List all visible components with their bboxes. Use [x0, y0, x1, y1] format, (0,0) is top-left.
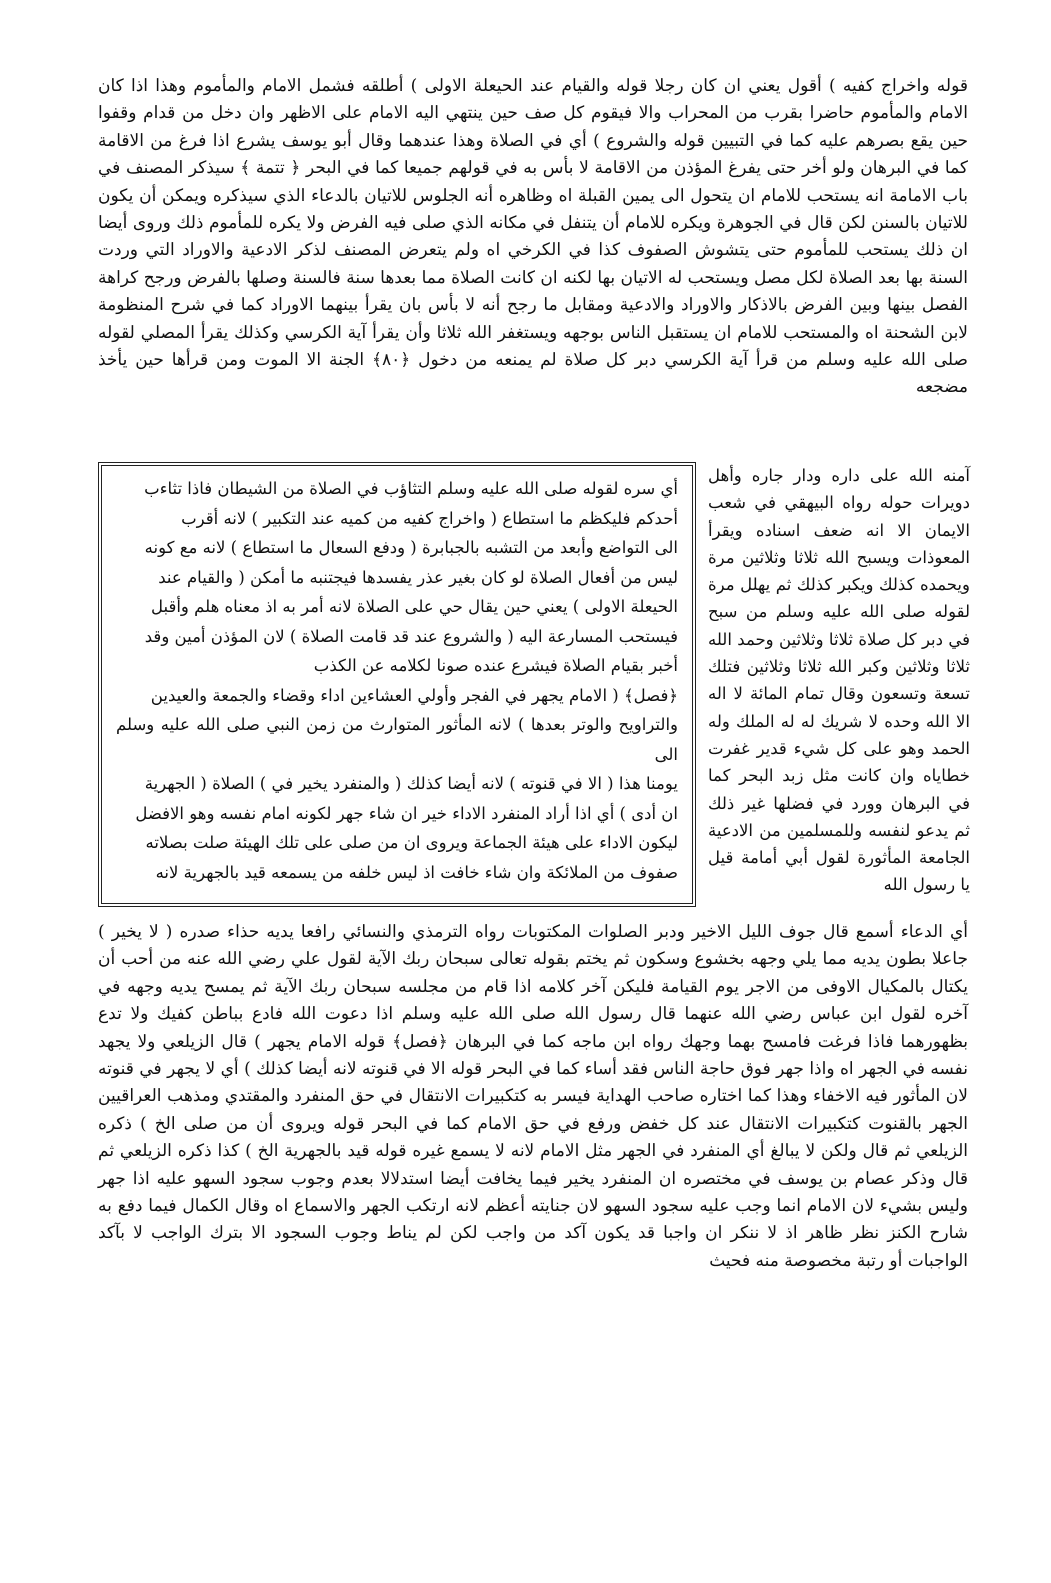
middle-section: [98, 462, 968, 910]
bottom-commentary: [98, 919, 968, 1275]
bottom-commentary-text: أي الدعاء أسمع قال جوف الليل الاخير ودبر الصلوات المكتوبات رواه الترمذي والنسائي رافعا يديه حذاء صدره ( لا يخير ) جاعلا بطون يديه مما يلي وجهه بخشوع وسكون ثم يختم بقوله تعالى سبحان ربك الآية لقول علي رضي الله عنه من أحب أن يكتال بالمكيال الاوفى من الاجر يوم القيامة فليكن آخر كلامه اذا قام من مجلسه سبحان ربك الآية ثم يمسح يديه وجهه في آخره لقول ابن عباس رضي الله عنهما قال رسول الله صلى الله عليه وسلم اذا دعوت الله فادع بباطن كفيك ولا تدع بظهورهما فاذا فرغت فامسح بهما وجهك رواه ابن ماجه كما في البرهان ﴿فصل﴾ قوله الامام يجهر ) قال الزيلعي ولا يجهد نفسه في الجهر اه واذا جهر فوق حاجة الناس فقد أساء كما في البحر قوله الا في قنوته لانه أيضا كذلك ) أي لا يجهر في قنوته لان المأثور فيه الاخفاء وهذا كما اختاره صاحب الهداية فيسر به كتكبيرات الانتقال في حق المنفرد والمقتدي ومذهب العراقيين الجهر بالقنوت كتكبيرات الانتقال عند كل خفض ورفع في حق الامام كما في البحر قوله ويروى أن من صلى الخ ) ذكره الزيلعي ثم قال ولكن لا يبالغ أي المنفرد في الجهر مثل الامام لانه لا يسمع غيره قوله قيد بالجهرية الخ ) كذا ذكره الزيلعي ثم قال وذكر عصام بن يوسف في مختصره ان المنفرد يخير فيما يخافت أيضا استدلالا بعدم وجوب سجود السهو عليه اذا جهر وليس بشيء لان الامام انما وجب عليه سجود السهو لان جنايته أعظم لانه ارتكب الجهر والاسماع اه وقال الكمال فيما دفع به شارح الكنز نظر ظاهر اذ لا ننكر ان واجبا قد يكون آكد من واجب لكن لم يناط وجوب السجود الا بترك الواجب لا بآكد الواجبات أو رتبة مخصوصة منه فحيث: [98, 922, 968, 1271]
box-line: ليس من أفعال الصلاة لو كان بغير عذر يفسدها فيجتنبه ما أمكن ( والقيام عند: [158, 567, 678, 587]
box-line: فيستحب المسارعة اليه ( والشروع عند قد قامت الصلاة ) لان المؤذن أمين وقد: [144, 626, 678, 646]
box-line: الى التواضع وأبعد من التشبه بالجبابرة ( ودفع السعال ما استطاع ) لانه مع كونه: [144, 538, 678, 557]
box-line: أحدكم فليكظم ما استطاع ( واخراج كفيه من كميه عند التكبير ) لانه أقرب: [181, 508, 678, 528]
main-text-box: [98, 462, 696, 907]
margin-commentary: [708, 462, 970, 910]
top-commentary-text: قوله واخراج كفيه ) أقول يعني ان كان رجلا قوله والقيام عند الحيعلة الاولى ) أطلقه فشمل الامام والمأموم وهذا اذا كان الامام والمأموم حاضرا بقرب من المحراب والا فيقوم كل صف حين ينتهي اليه الامام على الاظهر وان دخل من قدام وقفوا حين يقع بصرهم عليه كما في التبيين قوله والشروع ) أي في الصلاة وهذا عندهما وقال أبو يوسف يشرع اذا فرغ من الاقامة كما في البرهان ولو أخر حتى يفرغ المؤذن من الاقامة لا بأس به في قولهم جميعا كما في البحر ﴿ تتمة ﴾ سيذكر المصنف في باب الامامة انه يستحب للامام ان يتحول الى يمين القبلة اه وظاهره أنه الجلوس للاتيان بالدعاء الذي سيذكره ويمكن أن يكون للاتيان بالسنن لكن قال في الجوهرة ويكره للامام أن يتنفل في مكانه الذي صلى فيه الفرض ولا يكره للمأموم ذلك وروى أيضا ان ذلك يستحب للمأموم حتى يتشوش الصفوف كذا في الكرخي اه ولم يتعرض المصنف لذكر الادعية والاوراد التي وردت السنة بها بعد الصلاة لكل مصل ويستحب له الاتيان بها لكنه ان كانت الصلاة مما بعدها سنة فالسنة وصلها بالفرض ورجح كراهة الفصل بينها وبين الفرض بالاذكار والاوراد والادعية ومقابل ما رجح أنه لا بأس بان يقرأ بينهما الاوراد كما في شرح المنظومة لابن الشحنة اه والمستحب للامام ان يستقبل الناس بوجهه ويستغفر الله ثلاثا وأن يقرأ آية الكرسي وكذلك يقرأ المصلي لقوله صلى الله عليه وسلم من قرأ آية الكرسي دبر كل صلاة لم يمنعه من دخول ﴿٨٠﴾ الجنة الا الموت ومن قرأها حين يأخذ مضجعه: [98, 76, 968, 398]
box-line: أي سره لقوله صلى الله عليه وسلم التثاؤب في الصلاة من الشيطان فاذا تثاءب: [144, 479, 678, 498]
box-line: يومنا هذا ( الا في قنوته ) لانه أيضا كذلك ( والمنفرد يخير في ) الصلاة ( الجهرية: [144, 774, 678, 793]
top-commentary: [98, 73, 968, 402]
box-line: صفوف من الملائكة وان شاء خافت اذ ليس خلفه من يسمعه قيد بالجهرية لانه: [155, 862, 678, 882]
box-line: ليكون الاداء على هيئة الجماعة ويروى ان من صلى على تلك الهيئة صلت بصلاته: [145, 833, 678, 852]
box-line: أخبر بقيام الصلاة فيشرع عنده صونا لكلامه عن الكذب: [313, 656, 678, 675]
box-line: ﴿فصل﴾ ( الامام يجهر في الفجر وأولي العشاءين اداء وقضاء والجمعة والعيدين: [150, 685, 678, 705]
box-line: والتراويح والوتر بعدها ) لانه المأثور المتوارث من زمن النبي صلى الله عليه وسلم الى: [116, 715, 678, 764]
margin-commentary-text: آمنه الله على داره ودار جاره وأهل دويرات حوله رواه البيهقي في شعب الايمان الا انه ضعف اسناده ويقرأ المعوذات ويسبح الله ثلاثا وثلاثين مرة ويحمده كذلك ويكبر كذلك ثم يهلل مرة لقوله صلى الله عليه وسلم من سبح في دبر كل صلاة ثلاثا وثلاثين وحمد الله ثلاثا وثلاثين وكبر الله ثلاثا وثلاثين فتلك تسعة وتسعون وقال تمام المائة لا اله الا الله وحده لا شريك له له الملك وله الحمد وهو على كل شيء قدير غفرت خطاياه وان كانت مثل زبد البحر كما في البرهان وورد في فضلها غير ذلك ثم يدعو لنفسه وللمسلمين من الادعية الجامعة المأثورة لقول أبي أمامة قيل يا رسول الله: [708, 466, 970, 895]
box-line: الحيعلة الاولى ) يعني حين يقال حي على الصلاة لانه أمر به اذ معناه هلم وأقبل: [150, 597, 678, 616]
box-line: ان أدى ) أي اذا أراد المنفرد الاداء خير ان شاء جهر لكونه امام نفسه وهو الافضل: [135, 803, 678, 823]
